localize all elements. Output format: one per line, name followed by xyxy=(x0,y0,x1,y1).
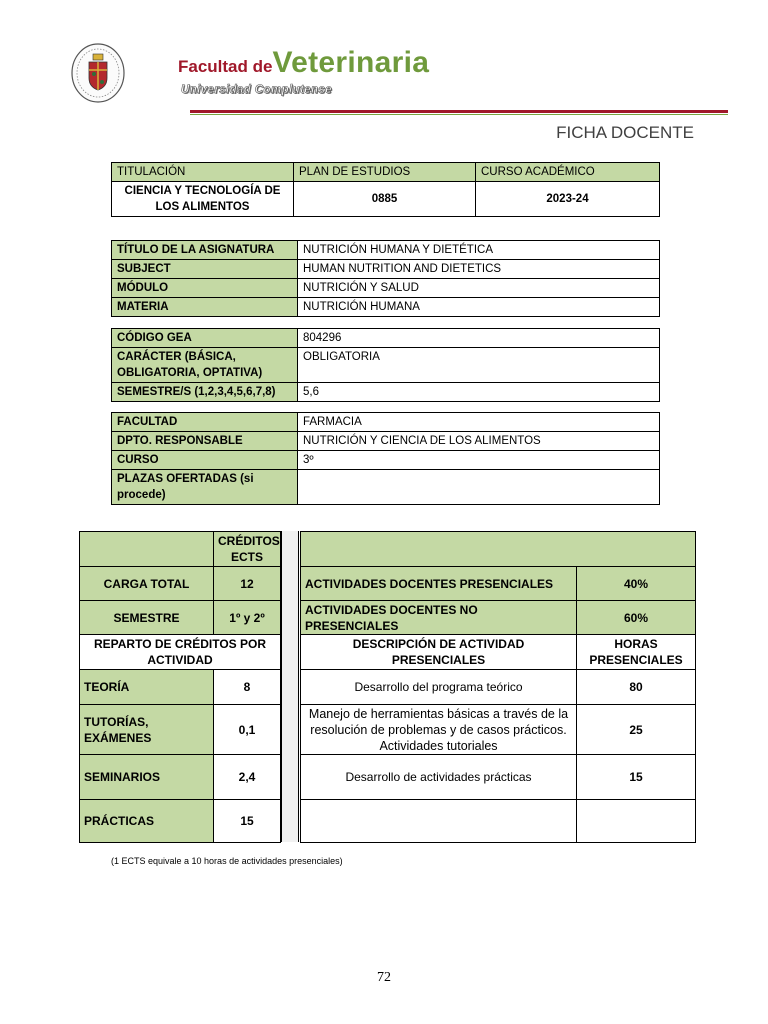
row-value: NUTRICIÓN HUMANA Y DIETÉTICA xyxy=(298,241,660,260)
degree-info-table xyxy=(111,162,660,217)
row-label: CARÁCTER (BÁSICA, OBLIGATORIA, OPTATIVA) xyxy=(112,348,298,383)
faculty-name: Veterinaria xyxy=(272,46,430,79)
table-row xyxy=(112,329,660,348)
semestre-label: SEMESTRE xyxy=(80,601,214,635)
activity-hours: 25 xyxy=(577,705,696,755)
university-name: Universidad Complutense xyxy=(181,84,333,96)
activity-value: 0,1 xyxy=(214,705,281,755)
table-row xyxy=(301,800,696,843)
ects-header: CRÉDITOS ECTS xyxy=(214,532,281,567)
header-plan: PLAN DE ESTUDIOS xyxy=(294,163,476,182)
page-number: 72 xyxy=(377,970,391,985)
row-label: DPTO. RESPONSABLE xyxy=(112,432,298,451)
row-value: NUTRICIÓN Y CIENCIA DE LOS ALIMENTOS xyxy=(298,432,660,451)
table-row xyxy=(112,241,660,260)
activity-value: 2,4 xyxy=(214,755,281,800)
value-titulacion: CIENCIA Y TECNOLOGÍA DE LOS ALIMENTOS xyxy=(112,182,294,217)
row-value: NUTRICIÓN HUMANA xyxy=(298,298,660,317)
presenciales-label: ACTIVIDADES DOCENTES PRESENCIALES xyxy=(301,567,577,601)
activity-label: TUTORÍAS, EXÁMENES xyxy=(80,705,214,755)
row-label: SEMESTRE/S (1,2,3,4,5,6,7,8) xyxy=(112,383,298,402)
header-rule-green xyxy=(190,114,728,115)
code-info-table xyxy=(111,328,660,402)
value-curso-academico: 2023-24 xyxy=(476,182,660,217)
row-label: TÍTULO DE LA ASIGNATURA xyxy=(112,241,298,260)
row-value: HUMAN NUTRITION AND DIETETICS xyxy=(298,260,660,279)
activity-hours: 15 xyxy=(577,755,696,800)
faculty-prefix: Facultad de xyxy=(178,57,273,76)
row-label: FACULTAD xyxy=(112,413,298,432)
header-rule-red xyxy=(190,110,728,113)
activity-description: Manejo de herramientas básicas a través de la resolución de problemas y de casos prácticos. Actividades tutoriales xyxy=(301,705,577,755)
table-row xyxy=(112,470,660,505)
university-seal-logo xyxy=(70,42,126,104)
row-value: OBLIGATORIA xyxy=(298,348,660,383)
row-label: CURSO xyxy=(112,451,298,470)
table-row xyxy=(301,705,696,755)
table-row xyxy=(112,383,660,402)
row-label: PLAZAS OFERTADAS (si procede) xyxy=(112,470,298,505)
row-label: SUBJECT xyxy=(112,260,298,279)
ects-note: (1 ECTS equivale a 10 horas de actividades presenciales) xyxy=(111,856,343,866)
activity-label: PRÁCTICAS xyxy=(80,800,214,843)
activities-table xyxy=(300,531,696,843)
semestre-value: 1º y 2º xyxy=(214,601,281,635)
row-value: 5,6 xyxy=(298,383,660,402)
row-value: FARMACIA xyxy=(298,413,660,432)
activity-label: TEORÍA xyxy=(80,670,214,705)
row-value xyxy=(298,470,660,505)
activity-description: Desarrollo de actividades prácticas xyxy=(301,755,577,800)
row-label: CÓDIGO GEA xyxy=(112,329,298,348)
table-row xyxy=(112,298,660,317)
no-presenciales-label: ACTIVIDADES DOCENTES NO PRESENCIALES xyxy=(301,601,577,635)
row-value: 3º xyxy=(298,451,660,470)
table-row xyxy=(80,705,281,755)
carga-total-value: 12 xyxy=(214,567,281,601)
table-row xyxy=(80,800,281,843)
table-row xyxy=(80,755,281,800)
table-row xyxy=(112,413,660,432)
presenciales-value: 40% xyxy=(577,567,696,601)
document-title: FICHA DOCENTE xyxy=(556,123,694,142)
table-gap-column xyxy=(281,531,299,842)
activity-hours xyxy=(577,800,696,843)
row-value: 804296 xyxy=(298,329,660,348)
table-row xyxy=(301,670,696,705)
horas-header: HORAS PRESENCIALES xyxy=(577,635,696,670)
activity-description: Desarrollo del programa teórico xyxy=(301,670,577,705)
carga-total-label: CARGA TOTAL xyxy=(80,567,214,601)
table-row xyxy=(112,451,660,470)
table-row xyxy=(112,432,660,451)
table-row xyxy=(80,670,281,705)
credits-table xyxy=(79,531,281,843)
reparto-label: REPARTO DE CRÉDITOS POR ACTIVIDAD xyxy=(80,635,281,670)
row-label: MÓDULO xyxy=(112,279,298,298)
credits-corner xyxy=(80,532,214,567)
no-presenciales-value: 60% xyxy=(577,601,696,635)
table-row xyxy=(112,348,660,383)
table-row xyxy=(301,755,696,800)
activity-value: 8 xyxy=(214,670,281,705)
table-row xyxy=(112,279,660,298)
row-label: MATERIA xyxy=(112,298,298,317)
faculty-logo-text xyxy=(178,46,429,80)
row-value: NUTRICIÓN Y SALUD xyxy=(298,279,660,298)
table-row xyxy=(112,260,660,279)
activity-value: 15 xyxy=(214,800,281,843)
descripcion-header: DESCRIPCIÓN DE ACTIVIDAD PRESENCIALES xyxy=(301,635,577,670)
header-titulacion: TITULACIÓN xyxy=(112,163,294,182)
activities-header-blank xyxy=(301,532,696,567)
faculty-info-table xyxy=(111,412,660,505)
header-curso-academico: CURSO ACADÉMICO xyxy=(476,163,660,182)
subject-info-table xyxy=(111,240,660,317)
value-plan: 0885 xyxy=(294,182,476,217)
activity-description xyxy=(301,800,577,843)
activity-hours: 80 xyxy=(577,670,696,705)
activity-label: SEMINARIOS xyxy=(80,755,214,800)
